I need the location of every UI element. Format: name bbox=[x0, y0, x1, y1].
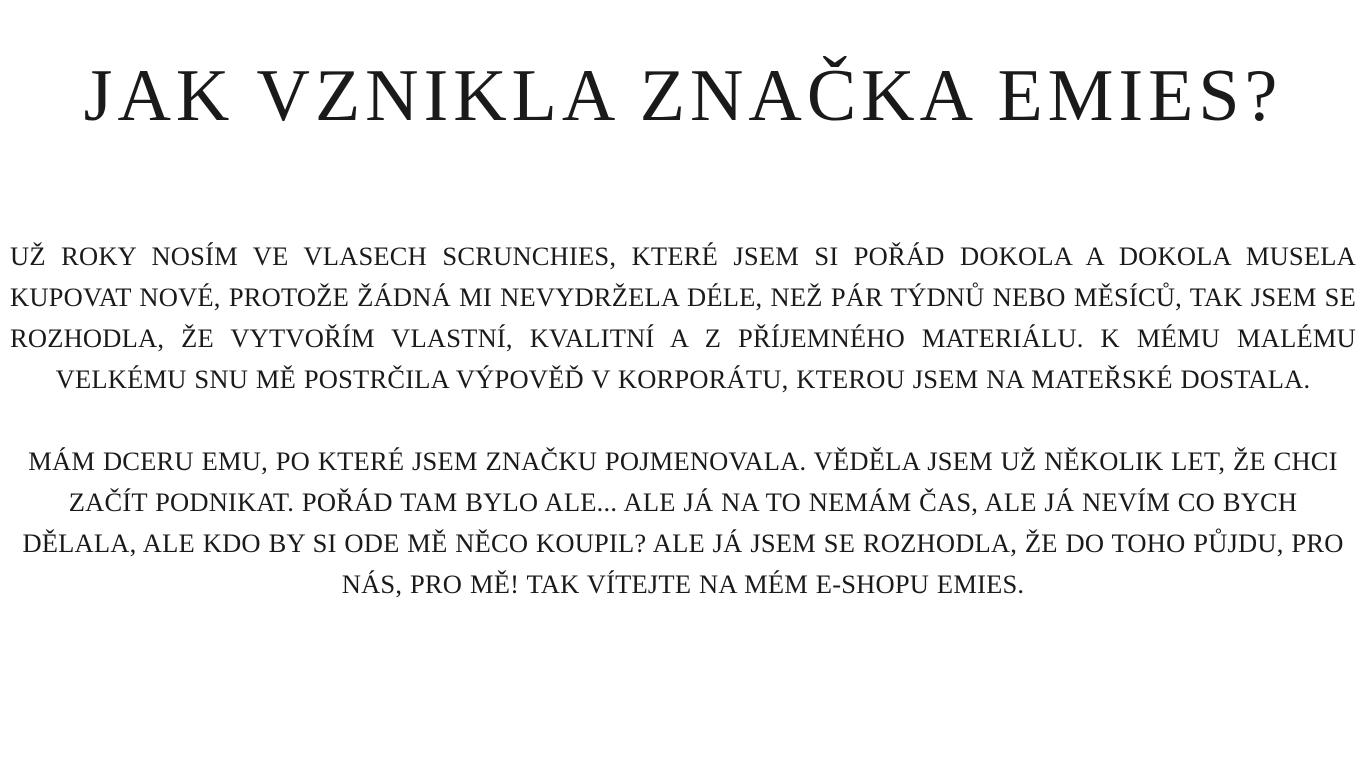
story-paragraph: UŽ ROKY NOSÍM VE VLASECH SCRUNCHIES, KTERÉ JSEM SI POŘÁD DOKOLA A DOKOLA MUSELA KUPOVAT NOVÉ, PROTOŽE ŽÁDNÁ MI NEVYDRŽELA DÉLE, NEŽ PÁR TÝDNŮ NEBO MĚSÍCŮ, TAK JSEM SE ROZHODLA, ŽE VYTVOŘÍM VLASTNÍ, KVALITNÍ A Z PŘÍJEMNÉHO MATERIÁLU. K MÉMU MALÉMU VELKÉMU SNU MĚ POSTRČILA VÝPOVĚĎ V KORPORÁTU, KTEROU JSEM NA MATEŘSKÉ DOSTALA. bbox=[10, 241, 1356, 394]
story-section bbox=[10, 236, 1356, 605]
page-title: JAK VZNIKLA ZNAČKA EMIES? bbox=[83, 55, 1283, 137]
story-paragraph: MÁM DCERU EMU, PO KTERÉ JSEM ZNAČKU POJMENOVALA. VĚDĚLA JSEM UŽ NĚKOLIK LET, ŽE CHCI ZAČÍT PODNIKAT. POŘÁD TAM BYLO ALE... ALE JÁ NA TO NEMÁM ČAS, ALE JÁ NEVÍM CO BYCH DĚLALA, ALE KDO BY SI ODE MĚ NĚCO KOUPIL? ALE JÁ JSEM SE ROZHODLA, ŽE DO TOHO PŮJDU, PRO NÁS, PRO MĚ! TAK VÍTEJTE NA MÉM E-SHOPU EMIES. bbox=[22, 446, 1344, 599]
